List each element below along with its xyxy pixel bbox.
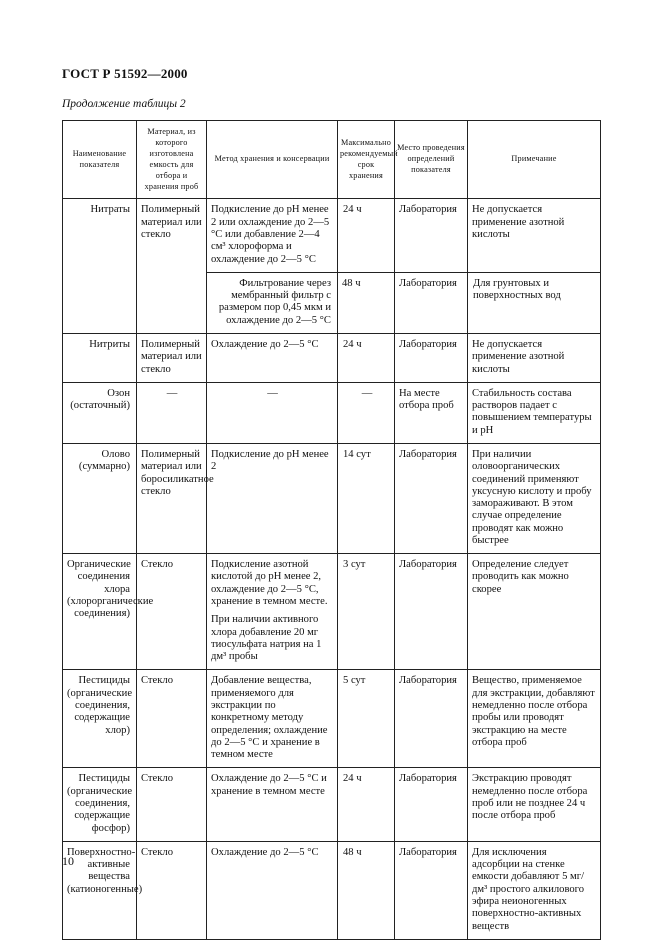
table-row	[63, 199, 601, 272]
cell-term: —	[338, 382, 395, 443]
header-place: Место проведения определений показателя	[395, 121, 468, 199]
cell-note: При наличии оловоорганических соединений применяют уксусную кислоту и пробу замораживают. В этом случае определение проводят как можно быстрее	[468, 443, 601, 553]
cell-note: Не допускается применение азотной кислоты	[468, 333, 601, 382]
storage-table	[62, 120, 601, 940]
cell-material: Стекло	[137, 841, 207, 939]
header-note: Примечание	[468, 121, 601, 199]
table-row	[63, 333, 601, 382]
cell-place: Лаборатория	[395, 768, 468, 841]
cell-note: Определение следует проводить как можно скорее	[468, 554, 601, 670]
method-text: Подкисление азотной кислотой до pH менее 2, охлаждение до 2—5 °С, хранение в темном месте.	[211, 559, 328, 608]
header-method: Метод хранения и консервации	[207, 121, 338, 199]
table-row	[63, 554, 601, 670]
cell-method	[207, 554, 338, 670]
cell-method: Охлаждение до 2—5 °С	[207, 841, 338, 939]
cell-term: 48 ч	[338, 841, 395, 939]
table-row	[63, 443, 601, 553]
table-row	[63, 768, 601, 841]
cell-note: Экстракцию проводят немедленно после отбора проб или не позднее 24 ч после отбора проб	[468, 768, 601, 841]
cell-note: Для исключения адсорбции на стенке емкости добавляют 5 мг/дм³ простого алкилового эфира неионогенных поверхностно-активных веществ	[468, 841, 601, 939]
cell-method: Охлаждение до 2—5 °С и хранение в темном месте	[207, 768, 338, 841]
cell-method: Фильтрование через мембранный фильтр с размером пор 0,45 мкм и охлаждение до 2—5 °С	[207, 272, 338, 333]
method-text-2: При наличии активного хлора добавление 20 мг тиосульфата натрия на 1 дм³ пробы	[211, 614, 322, 663]
header-name: Наименование показателя	[63, 121, 137, 199]
cell-name: Пестициды (органические соединения, содержащие хлор)	[63, 670, 137, 768]
cell-place: Лаборатория	[395, 554, 468, 670]
cell-material: Полимерный материал или боросиликатное стекло	[137, 443, 207, 553]
cell-name: Пестициды (органические соединения, содержащие фосфор)	[63, 768, 137, 841]
cell-note: Для грунтовых и поверхностных вод	[468, 272, 601, 333]
cell-name: Озон (остаточный)	[63, 382, 137, 443]
cell-name: Поверхностно-активные вещества (катионогенные)	[63, 841, 137, 939]
cell-method: Добавление вещества, применяемого для экстракции по конкретному методу определения; охлаждение до 2—5 °С и хранение в темном месте	[207, 670, 338, 768]
cell-name: Органические соединения хлора (хлорорганические соединения)	[63, 554, 137, 670]
cell-place: Лаборатория	[395, 670, 468, 768]
cell-material: Полимерный материал или стекло	[137, 199, 207, 334]
cell-place: Лаборатория	[395, 333, 468, 382]
cell-term: 3 сут	[338, 554, 395, 670]
cell-place: Лаборатория	[395, 272, 468, 333]
cell-place: Лаборатория	[395, 443, 468, 553]
cell-material: Полимерный материал или стекло	[137, 333, 207, 382]
cell-material: Стекло	[137, 554, 207, 670]
cell-term: 24 ч	[338, 333, 395, 382]
cell-method: —	[207, 382, 338, 443]
cell-note: Вещество, применяемое для экстракции, добавляют немедленно после отбора пробы или проводят экстракцию на месте отбора проб	[468, 670, 601, 768]
cell-place: Лаборатория	[395, 841, 468, 939]
cell-term: 24 ч	[338, 199, 395, 272]
cell-term: 48 ч	[338, 272, 395, 333]
table-row	[63, 670, 601, 768]
cell-material: —	[137, 382, 207, 443]
cell-material: Стекло	[137, 768, 207, 841]
cell-method: Подкисление до pH менее 2	[207, 443, 338, 553]
cell-term: 14 сут	[338, 443, 395, 553]
table-header-row	[63, 121, 601, 199]
cell-method: Подкисление до pH менее 2 или охлаждение до 2—5 °С или добавление 2—4 см³ хлороформа и охлаждение до 2—5 °С	[207, 199, 338, 272]
cell-material: Стекло	[137, 670, 207, 768]
cell-name: Нитраты	[63, 199, 137, 334]
cell-name: Олово (суммарно)	[63, 443, 137, 553]
cell-place: Лаборатория	[395, 199, 468, 272]
document-header: ГОСТ Р 51592—2000	[62, 66, 188, 81]
cell-note: Стабильность состава растворов падает с повышением температуры и pH	[468, 382, 601, 443]
cell-term: 24 ч	[338, 768, 395, 841]
header-term: Максимально рекомендуемый срок хранения	[338, 121, 395, 199]
cell-term: 5 сут	[338, 670, 395, 768]
cell-place: На месте отбора проб	[395, 382, 468, 443]
table-row	[63, 382, 601, 443]
page-number: 10	[62, 854, 74, 868]
cell-method: Охлаждение до 2—5 °С	[207, 333, 338, 382]
table-caption: Продолжение таблицы 2	[62, 98, 186, 110]
cell-name: Нитриты	[63, 333, 137, 382]
table-row	[63, 841, 601, 939]
cell-note: Не допускается применение азотной кислоты	[468, 199, 601, 272]
header-material: Материал, из которого изготовлена емкость для отбора и хранения проб	[137, 121, 207, 199]
